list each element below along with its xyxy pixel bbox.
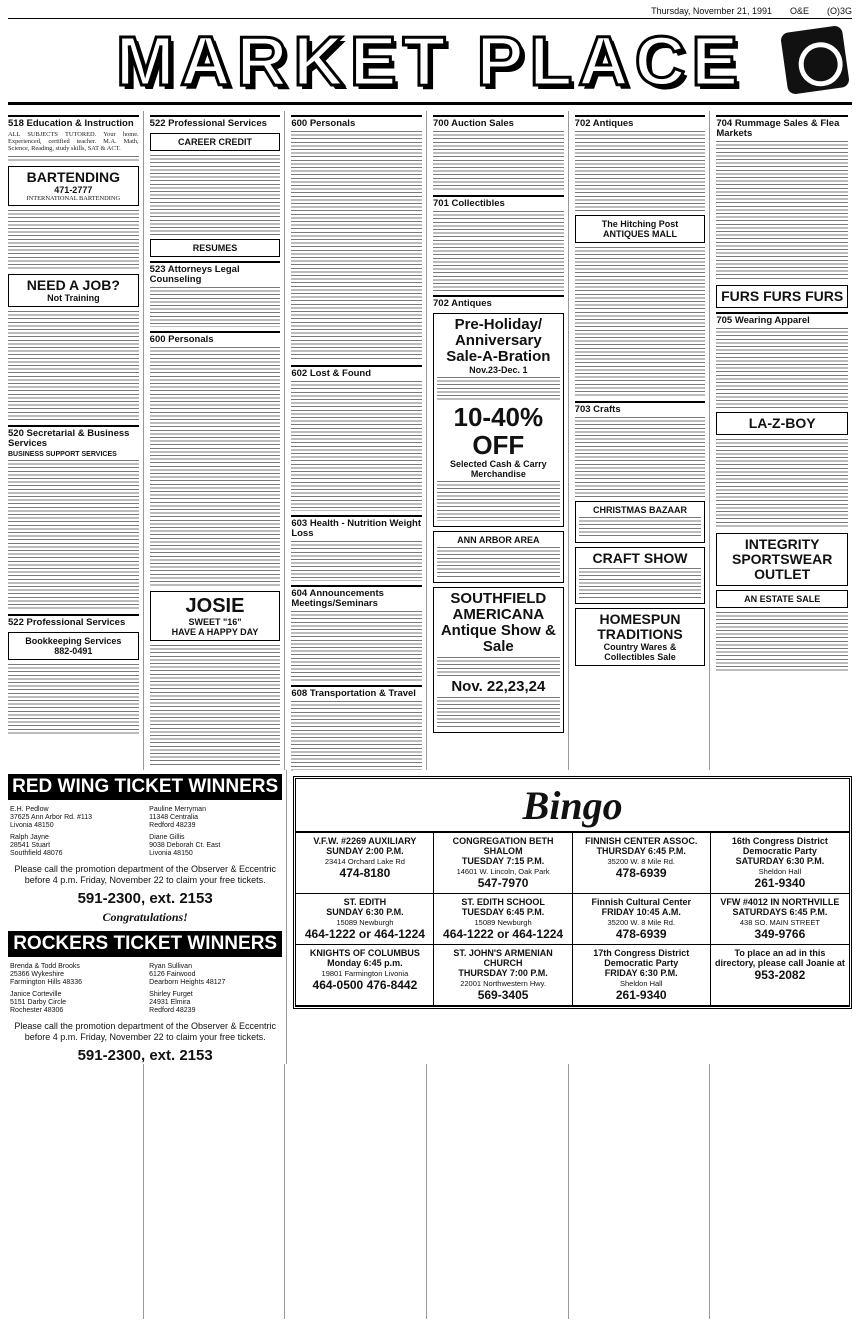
ad-phone: 471-2777 <box>54 184 93 195</box>
bingo-time: SUNDAY 2:00 P.M. <box>326 846 404 856</box>
ad-subline: Selected Cash & Carry Merchandise <box>450 459 547 479</box>
bingo-address: 19801 Farmington Livonia <box>321 969 409 978</box>
section-heading: 608 Transportation & Travel <box>291 685 422 699</box>
ad-text-lines <box>150 287 281 327</box>
winner-entry <box>149 991 280 1015</box>
ad-headline: LA-Z-BOY <box>748 415 816 431</box>
bingo-time: TUESDAY 7:15 P.M. <box>461 856 545 866</box>
rockers-banner: ROCKERS TICKET WINNERS <box>8 931 282 957</box>
ad-headline: CAREER CREDIT <box>177 137 252 147</box>
claim-phone: 591-2300, ext. 2153 <box>77 1047 213 1064</box>
ad-text-lines <box>8 311 139 421</box>
edition-label: O&E <box>789 6 809 16</box>
ad-text-lines <box>150 347 281 587</box>
bingo-phone: 349-9766 <box>754 927 806 941</box>
ad-text-lines <box>575 131 706 211</box>
bingo-phone: 261-9340 <box>615 988 667 1002</box>
winner-city: Farmington Hills 48336 <box>10 979 82 986</box>
winner-name: Shirley Furget <box>149 991 193 998</box>
classified-columns <box>8 111 852 1319</box>
bingo-address: 438 SO. MAIN STREET <box>739 918 820 927</box>
ad-subline: Nov.23-Dec. 1 <box>469 365 528 375</box>
ad-headline: CRAFT SHOW <box>592 550 688 566</box>
ad-subline: HAVE A HAPPY DAY <box>171 627 259 637</box>
bingo-address: 35200 W. 8 Mile Rd. <box>607 918 676 927</box>
display-ad <box>433 531 564 583</box>
ad-text-lines <box>150 155 281 235</box>
winner-name: Ryan Sullivan <box>149 963 192 970</box>
display-ad <box>433 587 564 733</box>
ad-text-lines <box>716 141 848 281</box>
display-ad <box>150 239 281 257</box>
ad-text-lines <box>291 701 422 771</box>
ad-headline: AN ESTATE SALE <box>744 594 821 604</box>
ad-headline: CHRISTMAS BAZAAR <box>592 505 687 515</box>
bingo-phone: 464-1222 or 464-1224 <box>304 927 425 941</box>
bingo-host: 16th Congress District Democratic Party <box>731 836 828 856</box>
ad-text-lines <box>579 517 702 537</box>
section-heading: 522 Professional Services <box>8 614 139 628</box>
winner-address: 11348 Centralia <box>149 814 199 821</box>
bingo-title: Bingo <box>522 782 623 828</box>
bingo-time: THURSDAY 7:00 P.M. <box>458 968 548 978</box>
bingo-address: 15089 Newburgh <box>474 918 532 927</box>
winner-entry <box>10 963 141 987</box>
masthead <box>8 19 852 105</box>
section-heading: 702 Antiques <box>433 295 564 309</box>
bingo-listing <box>434 894 572 945</box>
winner-name: Janice Corteville <box>10 991 62 998</box>
display-ad <box>8 166 139 206</box>
bingo-address: 35200 W. 8 Mile Rd. <box>607 857 676 866</box>
ad-text-lines <box>437 377 560 401</box>
bingo-phone: 474-8180 <box>339 866 391 880</box>
section-heading: 704 Rummage Sales & Flea Markets <box>716 115 848 139</box>
winner-address: 24931 Elmira <box>149 999 191 1006</box>
section-heading: 602 Lost & Found <box>291 365 422 379</box>
section-heading: 705 Wearing Apparel <box>716 312 848 326</box>
bingo-listing <box>434 833 572 894</box>
bingo-phone: 953-2082 <box>754 968 806 982</box>
winner-name: Diane Gillis <box>149 834 185 841</box>
winner-name: Ralph Jayne <box>10 834 49 841</box>
display-ad <box>716 533 848 586</box>
column-6 <box>716 111 852 1319</box>
bingo-address: 22001 Northwestern Hwy. <box>460 979 546 988</box>
bingo-host: To place an ad in this directory, please call Joanie at <box>714 948 845 968</box>
classified-ad: ALL SUBJECTS TUTORED. Your home. Experienced, certified teacher. M.A. Math, Science, Reading, study skills, SAT & ACT. <box>8 131 139 153</box>
section-heading: 518 Education & Instruction <box>8 115 139 129</box>
bingo-host: ST. EDITH <box>343 897 387 907</box>
section-heading: 522 Professional Services <box>150 115 281 129</box>
ad-headline: The Hitching Post ANTIQUES MALL <box>601 219 679 239</box>
ad-headline: BARTENDING <box>26 168 120 185</box>
bingo-host: 17th Congress District Democratic Party <box>593 948 690 968</box>
bingo-grid <box>293 776 852 1009</box>
bingo-address: 14601 W. Lincoln, Oak Park <box>456 867 550 876</box>
ad-text-lines <box>579 568 702 598</box>
winner-entry <box>10 991 141 1015</box>
display-ad <box>433 313 564 527</box>
bingo-listing <box>296 894 434 945</box>
ad-text-lines <box>8 210 139 270</box>
ad-text-lines <box>437 657 560 677</box>
bingo-phone: 478-6939 <box>615 927 667 941</box>
display-ad <box>575 501 706 543</box>
ad-text-lines <box>716 612 848 672</box>
section-heading: 604 Announcements Meetings/Seminars <box>291 585 422 609</box>
page-number: (O)3G <box>826 6 852 16</box>
bingo-host: KNIGHTS OF COLUMBUS <box>309 948 420 958</box>
column-5 <box>575 111 711 1319</box>
winner-address: 5151 Darby Circle <box>10 999 67 1006</box>
red-wing-winners <box>10 806 280 858</box>
ad-text-lines <box>433 131 564 191</box>
section-heading: 701 Collectibles <box>433 195 564 209</box>
ad-text-lines <box>437 547 560 577</box>
ad-headline: INTEGRITY SPORTSWEAR OUTLET <box>731 536 833 582</box>
winner-city: Dearborn Heights 48127 <box>149 979 226 986</box>
bingo-listing <box>434 945 572 1006</box>
bingo-listing <box>573 894 711 945</box>
ad-phone: 882-0491 <box>54 646 93 657</box>
section-heading: 600 Personals <box>150 331 281 345</box>
section-heading: 520 Secretarial & Business Services <box>8 425 139 449</box>
bingo-listing <box>573 945 711 1006</box>
claim-phone: 591-2300, ext. 2153 <box>77 890 213 907</box>
bingo-directory <box>293 770 852 1064</box>
ad-text-lines <box>575 247 706 397</box>
column-4 <box>433 111 569 1319</box>
winner-city: Southfield 48076 <box>10 850 63 857</box>
ad-headline: SOUTHFIELD AMERICANA Antique Show & Sale <box>440 590 556 655</box>
bingo-time: THURSDAY 6:45 P.M. <box>596 846 686 856</box>
bingo-time: FRIDAY 10:45 A.M. <box>601 907 681 917</box>
bingo-phone: 478-6939 <box>615 866 667 880</box>
winner-entry <box>149 806 280 830</box>
winner-entry <box>10 834 141 858</box>
bingo-phone: 547-7970 <box>477 876 529 890</box>
ad-subline: Not Training <box>47 292 100 303</box>
winner-city: Redford 48239 <box>149 822 196 829</box>
ad-text-lines <box>716 328 848 408</box>
winner-address: 37625 Ann Arbor Rd. #113 <box>10 814 92 821</box>
ad-subline: INTERNATIONAL BARTENDING <box>26 194 121 202</box>
display-ad <box>575 547 706 604</box>
ad-text-lines <box>575 417 706 497</box>
bingo-listing <box>711 945 849 1006</box>
bingo-host: FINNISH CENTER ASSOC. <box>585 836 698 846</box>
bingo-phone: 464-0500 476-8442 <box>312 978 418 992</box>
ad-text-lines <box>8 460 139 610</box>
section-heading: 603 Health - Nutrition Weight Loss <box>291 515 422 539</box>
ad-headline: BUSINESS SUPPORT SERVICES <box>8 450 117 458</box>
ad-headline: Pre-Holiday/ Anniversary Sale-A-Bration <box>446 316 551 365</box>
bingo-host: CONGREGATION BETH SHALOM <box>452 836 554 856</box>
bingo-time: SUNDAY 6:30 P.M. <box>326 907 404 917</box>
bingo-time: TUESDAY 6:45 P.M. <box>461 907 545 917</box>
ad-text-lines <box>291 381 422 511</box>
rockers-winners <box>10 963 280 1015</box>
bingo-address: Sheldon Hall <box>758 867 802 876</box>
section-heading: 702 Antiques <box>575 115 706 129</box>
bingo-address: 23414 Orchard Lake Rd <box>324 857 405 866</box>
congratulations: Congratulations! <box>102 910 188 924</box>
section-title: MARKET PLACE <box>115 21 745 100</box>
winner-city: Redford 48239 <box>149 1007 196 1014</box>
ad-text-lines <box>291 611 422 681</box>
bingo-phone: 569-3405 <box>477 988 529 1002</box>
ad-text-lines <box>437 481 560 521</box>
bingo-phone: 261-9340 <box>754 876 806 890</box>
bingo-host: VFW #4012 IN NORTHVILLE <box>720 897 840 907</box>
winner-address: 6126 Fairwood <box>149 971 196 978</box>
winner-entry <box>149 963 280 987</box>
claim-instructions: Please call the promotion department of the Observer & Eccentric before 4 p.m. Friday, November 22 to claim your free tickets. <box>14 864 276 885</box>
winner-entry <box>10 806 141 830</box>
column-1 <box>8 111 144 1319</box>
winner-city: Livonia 48150 <box>10 822 54 829</box>
column-2 <box>150 111 286 1319</box>
winner-city: Livonia 48150 <box>149 850 193 857</box>
red-wing-banner: RED WING TICKET WINNERS <box>8 774 282 800</box>
bingo-address: Sheldon Hall <box>619 979 663 988</box>
display-ad <box>716 285 848 308</box>
ad-headline: FURS FURS FURS <box>721 288 844 304</box>
ticket-winners <box>8 770 287 1064</box>
lower-band <box>8 770 852 1064</box>
section-heading: 700 Auction Sales <box>433 115 564 129</box>
ad-headline: NEED A JOB? <box>26 276 120 293</box>
winner-name: Brenda & Todd Brooks <box>10 963 80 970</box>
display-ad <box>8 632 139 660</box>
ad-subline: Country Wares & Collectibles Sale <box>603 642 677 662</box>
ad-text-lines <box>8 664 139 734</box>
ad-text-lines <box>433 211 564 291</box>
section-heading: 523 Attorneys Legal Counseling <box>150 261 281 285</box>
winner-name: Pauline Merryman <box>149 806 206 813</box>
ad-text-lines <box>716 439 848 529</box>
display-ad <box>716 412 848 435</box>
display-ad <box>575 608 706 666</box>
bingo-time: Monday 6:45 p.m. <box>327 958 403 968</box>
ad-text-lines <box>291 541 422 581</box>
display-ad <box>150 591 281 641</box>
ad-headline: Bookkeeping Services <box>25 636 122 647</box>
display-ad <box>150 133 281 151</box>
claim-instructions: Please call the promotion department of the Observer & Eccentric before 4 p.m. Friday, November 22 to claim your free tickets. <box>14 1021 276 1042</box>
ad-text-lines <box>437 697 560 727</box>
ad-headline: JOSIE <box>185 595 245 617</box>
bingo-listing <box>296 945 434 1006</box>
winner-address: 28541 Stuart <box>10 842 51 849</box>
winner-address: 9038 Deborah Ct. East <box>149 842 221 849</box>
bingo-phone: 464-1222 or 464-1224 <box>443 927 564 941</box>
ad-text-lines <box>150 645 281 765</box>
bingo-host: Finnish Cultural Center <box>591 897 691 907</box>
display-ad <box>575 215 706 243</box>
discount-percent: 10-40% <box>453 402 544 432</box>
bingo-listing <box>711 833 849 894</box>
display-ad <box>716 590 848 608</box>
bingo-address: 15089 Newburgh <box>336 918 394 927</box>
bingo-host: V.F.W. #2269 AUXILIARY <box>313 836 417 846</box>
section-heading: 703 Crafts <box>575 401 706 415</box>
ad-text-lines <box>291 131 422 361</box>
bingo-listing <box>711 894 849 945</box>
page-folio <box>8 6 852 19</box>
ad-headline: ANN ARBOR AREA <box>457 535 540 545</box>
bingo-time: SATURDAY 6:30 P.M. <box>735 856 825 866</box>
section-heading: 600 Personals <box>291 115 422 129</box>
winner-entry <box>149 834 280 858</box>
bingo-listing <box>296 833 434 894</box>
ad-headline: HOMESPUN TRADITIONS <box>597 611 683 642</box>
bingo-host: ST. EDITH SCHOOL <box>461 897 545 907</box>
issue-date: Thursday, November 21, 1991 <box>651 6 772 16</box>
discount-off: OFF <box>472 430 525 460</box>
display-ad <box>8 274 139 307</box>
bingo-banner <box>296 779 849 833</box>
winner-address: 25366 Wykeshire <box>10 971 65 978</box>
ad-subline: SWEET "16" <box>188 617 242 627</box>
winner-name: E.H. Pedlow <box>10 806 49 813</box>
masthead-logo-icon <box>780 25 850 95</box>
column-3 <box>291 111 427 1319</box>
bingo-time: SATURDAYS 6:45 P.M. <box>732 907 828 917</box>
bingo-listing <box>573 833 711 894</box>
ad-text-lines <box>8 156 139 162</box>
bingo-time: FRIDAY 6:30 P.M. <box>604 968 678 978</box>
winner-city: Rochester 48306 <box>10 1007 64 1014</box>
bingo-host: ST. JOHN'S ARMENIAN CHURCH <box>453 948 553 968</box>
ad-headline: RESUMES <box>192 243 238 253</box>
ad-subline: Nov. 22,23,24 <box>451 678 546 695</box>
